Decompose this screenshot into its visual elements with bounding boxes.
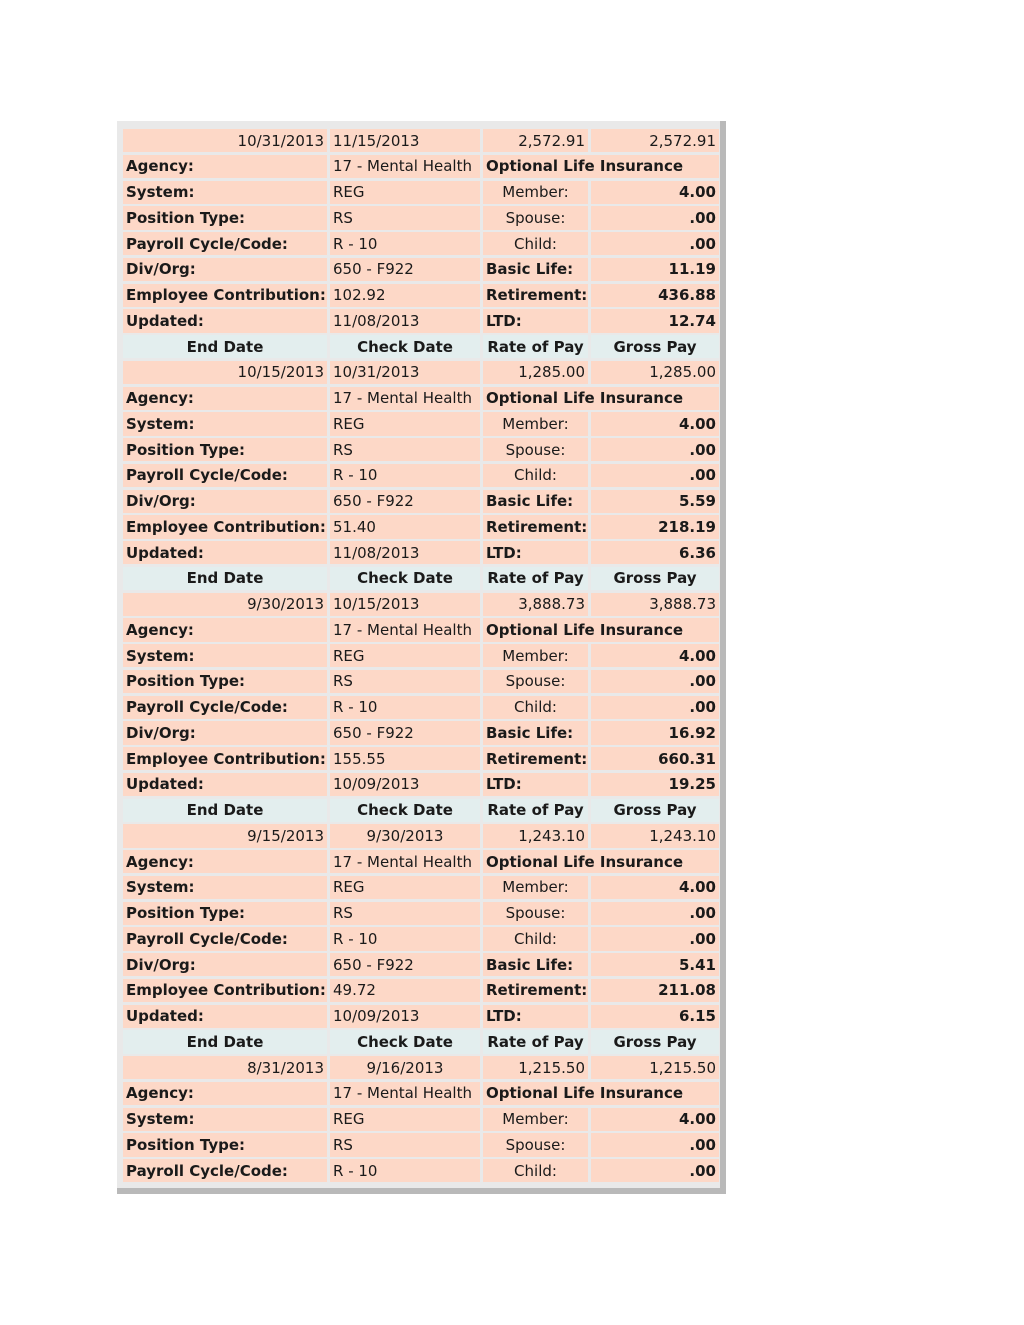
child-value: .00 — [591, 1159, 719, 1182]
employee-contribution-value: 102.92 — [330, 284, 483, 307]
payroll-history-table — [123, 129, 719, 1185]
spouse-value: .00 — [591, 1133, 719, 1156]
ltd-value: 12.74 — [591, 309, 719, 332]
payroll-cycle-label: Payroll Cycle/Code: — [123, 1159, 330, 1182]
optional-life-heading: Optional Life Insurance — [483, 1082, 719, 1105]
member-label: Member: — [483, 644, 591, 667]
payroll-cycle-label: Payroll Cycle/Code: — [123, 696, 330, 719]
employee-contribution-row — [123, 515, 719, 538]
rate-of-pay-cell: 1,215.50 — [483, 1056, 591, 1079]
position-type-row — [123, 902, 719, 925]
member-value: 4.00 — [591, 876, 719, 899]
check-date-cell: 10/15/2013 — [330, 593, 483, 616]
system-row — [123, 1108, 719, 1131]
div-org-row — [123, 258, 719, 281]
system-label: System: — [123, 412, 330, 435]
child-label: Child: — [483, 232, 591, 255]
ltd-value: 6.15 — [591, 1005, 719, 1028]
payroll-cycle-label: Payroll Cycle/Code: — [123, 927, 330, 950]
payroll-cycle-row — [123, 696, 719, 719]
spouse-label: Spouse: — [483, 438, 591, 461]
check-date-cell: 10/31/2013 — [330, 361, 483, 384]
employee-contribution-value: 51.40 — [330, 515, 483, 538]
agency-row — [123, 618, 719, 641]
end-date-cell: 10/31/2013 — [123, 129, 330, 152]
basic-life-label: Basic Life: — [483, 953, 591, 976]
column-header-row — [123, 1030, 719, 1053]
gross-pay-cell: 3,888.73 — [591, 593, 719, 616]
member-value: 4.00 — [591, 412, 719, 435]
system-label: System: — [123, 876, 330, 899]
employee-contribution-value: 155.55 — [330, 747, 483, 770]
gross-pay-cell: 1,285.00 — [591, 361, 719, 384]
optional-life-heading: Optional Life Insurance — [483, 387, 719, 410]
member-label: Member: — [483, 181, 591, 204]
agency-row — [123, 1082, 719, 1105]
position-type-label: Position Type: — [123, 438, 330, 461]
ltd-label: LTD: — [483, 309, 591, 332]
updated-label: Updated: — [123, 541, 330, 564]
agency-row — [123, 850, 719, 873]
payroll-cycle-value: R - 10 — [330, 927, 483, 950]
child-value: .00 — [591, 464, 719, 487]
optional-life-heading: Optional Life Insurance — [483, 155, 719, 178]
position-type-value: RS — [330, 902, 483, 925]
check-date-cell: 11/15/2013 — [330, 129, 483, 152]
basic-life-value: 5.59 — [591, 490, 719, 513]
payroll-cycle-value: R - 10 — [330, 232, 483, 255]
position-type-label: Position Type: — [123, 206, 330, 229]
basic-life-value: 16.92 — [591, 721, 719, 744]
employee-contribution-label: Employee Contribution: — [123, 284, 330, 307]
agency-value: 17 - Mental Health — [330, 850, 483, 873]
rate-of-pay-cell: 2,572.91 — [483, 129, 591, 152]
spouse-value: .00 — [591, 670, 719, 693]
gross-pay-cell: 1,243.10 — [591, 824, 719, 847]
retirement-label: Retirement: — [483, 515, 591, 538]
position-type-row — [123, 438, 719, 461]
updated-value: 10/09/2013 — [330, 773, 483, 796]
header-gross-pay: Gross Pay — [591, 799, 719, 822]
retirement-label: Retirement: — [483, 284, 591, 307]
employee-contribution-row — [123, 979, 719, 1002]
gross-pay-cell: 1,215.50 — [591, 1056, 719, 1079]
header-rate-of-pay: Rate of Pay — [483, 567, 591, 590]
retirement-label: Retirement: — [483, 747, 591, 770]
member-value: 4.00 — [591, 181, 719, 204]
position-type-value: RS — [330, 206, 483, 229]
div-org-value: 650 - F922 — [330, 490, 483, 513]
updated-row — [123, 773, 719, 796]
agency-label: Agency: — [123, 618, 330, 641]
div-org-value: 650 - F922 — [330, 953, 483, 976]
spouse-value: .00 — [591, 438, 719, 461]
spouse-value: .00 — [591, 902, 719, 925]
header-gross-pay: Gross Pay — [591, 567, 719, 590]
div-org-value: 650 - F922 — [330, 721, 483, 744]
header-rate-of-pay: Rate of Pay — [483, 799, 591, 822]
agency-row — [123, 155, 719, 178]
system-label: System: — [123, 181, 330, 204]
payroll-cycle-label: Payroll Cycle/Code: — [123, 232, 330, 255]
header-rate-of-pay: Rate of Pay — [483, 335, 591, 358]
column-header-row — [123, 567, 719, 590]
child-label: Child: — [483, 927, 591, 950]
header-rate-of-pay: Rate of Pay — [483, 1030, 591, 1053]
retirement-value: 660.31 — [591, 747, 719, 770]
system-value: REG — [330, 876, 483, 899]
position-type-value: RS — [330, 1133, 483, 1156]
div-org-row — [123, 953, 719, 976]
check-date-cell: 9/30/2013 — [330, 824, 483, 847]
child-label: Child: — [483, 464, 591, 487]
ltd-label: LTD: — [483, 1005, 591, 1028]
retirement-label: Retirement: — [483, 979, 591, 1002]
header-end-date: End Date — [123, 1030, 330, 1053]
gross-pay-cell: 2,572.91 — [591, 129, 719, 152]
updated-row — [123, 1005, 719, 1028]
employee-contribution-label: Employee Contribution: — [123, 747, 330, 770]
div-org-row — [123, 721, 719, 744]
position-type-label: Position Type: — [123, 1133, 330, 1156]
header-end-date: End Date — [123, 799, 330, 822]
end-date-cell: 9/30/2013 — [123, 593, 330, 616]
payroll-cycle-row — [123, 1159, 719, 1182]
position-type-row — [123, 206, 719, 229]
div-org-label: Div/Org: — [123, 490, 330, 513]
updated-value: 11/08/2013 — [330, 541, 483, 564]
agency-value: 17 - Mental Health — [330, 387, 483, 410]
rate-of-pay-cell: 3,888.73 — [483, 593, 591, 616]
ltd-label: LTD: — [483, 541, 591, 564]
div-org-row — [123, 490, 719, 513]
pay-period-row — [123, 593, 719, 616]
payroll-cycle-value: R - 10 — [330, 1159, 483, 1182]
child-label: Child: — [483, 696, 591, 719]
position-type-value: RS — [330, 670, 483, 693]
agency-label: Agency: — [123, 155, 330, 178]
pay-period-row — [123, 1056, 719, 1079]
system-label: System: — [123, 1108, 330, 1131]
end-date-cell: 9/15/2013 — [123, 824, 330, 847]
system-value: REG — [330, 1108, 483, 1131]
system-row — [123, 412, 719, 435]
optional-life-heading: Optional Life Insurance — [483, 618, 719, 641]
payroll-cycle-row — [123, 464, 719, 487]
payroll-cycle-row — [123, 232, 719, 255]
child-value: .00 — [591, 232, 719, 255]
spouse-label: Spouse: — [483, 206, 591, 229]
system-value: REG — [330, 181, 483, 204]
basic-life-label: Basic Life: — [483, 490, 591, 513]
member-label: Member: — [483, 1108, 591, 1131]
end-date-cell: 8/31/2013 — [123, 1056, 330, 1079]
system-row — [123, 876, 719, 899]
employee-contribution-row — [123, 747, 719, 770]
agency-label: Agency: — [123, 387, 330, 410]
updated-value: 11/08/2013 — [330, 309, 483, 332]
header-check-date: Check Date — [330, 1030, 483, 1053]
retirement-value: 211.08 — [591, 979, 719, 1002]
ltd-label: LTD: — [483, 773, 591, 796]
spouse-value: .00 — [591, 206, 719, 229]
pay-period-row — [123, 824, 719, 847]
payroll-cycle-value: R - 10 — [330, 696, 483, 719]
position-type-row — [123, 670, 719, 693]
updated-row — [123, 541, 719, 564]
updated-label: Updated: — [123, 1005, 330, 1028]
updated-label: Updated: — [123, 309, 330, 332]
rate-of-pay-cell: 1,285.00 — [483, 361, 591, 384]
basic-life-label: Basic Life: — [483, 721, 591, 744]
end-date-cell: 10/15/2013 — [123, 361, 330, 384]
employee-contribution-label: Employee Contribution: — [123, 515, 330, 538]
employee-contribution-value: 49.72 — [330, 979, 483, 1002]
payroll-cycle-label: Payroll Cycle/Code: — [123, 464, 330, 487]
optional-life-heading: Optional Life Insurance — [483, 850, 719, 873]
header-gross-pay: Gross Pay — [591, 335, 719, 358]
ltd-value: 6.36 — [591, 541, 719, 564]
div-org-label: Div/Org: — [123, 721, 330, 744]
retirement-value: 218.19 — [591, 515, 719, 538]
member-value: 4.00 — [591, 1108, 719, 1131]
system-value: REG — [330, 412, 483, 435]
header-check-date: Check Date — [330, 799, 483, 822]
payroll-cycle-row — [123, 927, 719, 950]
payroll-cycle-value: R - 10 — [330, 464, 483, 487]
agency-row — [123, 387, 719, 410]
agency-label: Agency: — [123, 1082, 330, 1105]
header-end-date: End Date — [123, 567, 330, 590]
spouse-label: Spouse: — [483, 902, 591, 925]
pay-period-row — [123, 361, 719, 384]
employee-contribution-label: Employee Contribution: — [123, 979, 330, 1002]
system-row — [123, 181, 719, 204]
position-type-row — [123, 1133, 719, 1156]
basic-life-value: 11.19 — [591, 258, 719, 281]
position-type-label: Position Type: — [123, 670, 330, 693]
div-org-value: 650 - F922 — [330, 258, 483, 281]
rate-of-pay-cell: 1,243.10 — [483, 824, 591, 847]
div-org-label: Div/Org: — [123, 258, 330, 281]
position-type-label: Position Type: — [123, 902, 330, 925]
system-value: REG — [330, 644, 483, 667]
agency-value: 17 - Mental Health — [330, 155, 483, 178]
child-label: Child: — [483, 1159, 591, 1182]
position-type-value: RS — [330, 438, 483, 461]
column-header-row — [123, 335, 719, 358]
basic-life-label: Basic Life: — [483, 258, 591, 281]
ltd-value: 19.25 — [591, 773, 719, 796]
basic-life-value: 5.41 — [591, 953, 719, 976]
agency-value: 17 - Mental Health — [330, 1082, 483, 1105]
system-row — [123, 644, 719, 667]
header-check-date: Check Date — [330, 567, 483, 590]
retirement-value: 436.88 — [591, 284, 719, 307]
agency-label: Agency: — [123, 850, 330, 873]
member-label: Member: — [483, 876, 591, 899]
header-gross-pay: Gross Pay — [591, 1030, 719, 1053]
updated-row — [123, 309, 719, 332]
pay-period-row — [123, 129, 719, 152]
div-org-label: Div/Org: — [123, 953, 330, 976]
spouse-label: Spouse: — [483, 670, 591, 693]
updated-label: Updated: — [123, 773, 330, 796]
agency-value: 17 - Mental Health — [330, 618, 483, 641]
updated-value: 10/09/2013 — [330, 1005, 483, 1028]
member-label: Member: — [483, 412, 591, 435]
header-end-date: End Date — [123, 335, 330, 358]
member-value: 4.00 — [591, 644, 719, 667]
column-header-row — [123, 799, 719, 822]
spouse-label: Spouse: — [483, 1133, 591, 1156]
system-label: System: — [123, 644, 330, 667]
header-check-date: Check Date — [330, 335, 483, 358]
child-value: .00 — [591, 927, 719, 950]
employee-contribution-row — [123, 284, 719, 307]
check-date-cell: 9/16/2013 — [330, 1056, 483, 1079]
child-value: .00 — [591, 696, 719, 719]
